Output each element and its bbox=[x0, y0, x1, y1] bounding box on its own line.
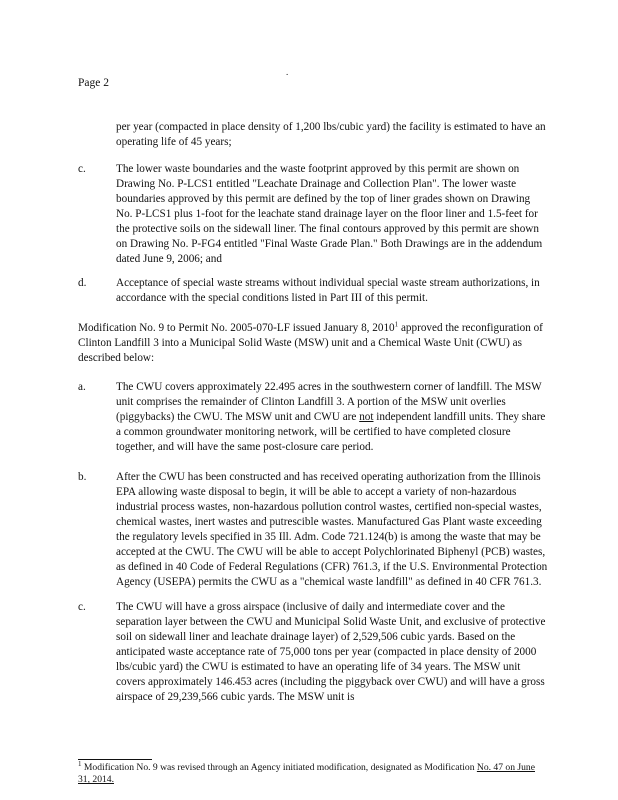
item-c-paragraph: The lower waste boundaries and the waste footprint approved by this permit are shown on Drawing No. P-LCS1 entitled "Leachate Drainage and Collection Plan". The lower waste boundaries approved by this permit are defined by the top of liner grades shown on Drawing No. P-LCS1 plus 1-foot for the leachate stand drainage layer on the floor liner and 1.5-feet for the protective soils on the sidewall liner. The final contours approved by this permit are shown on Drawing No. P-FG4 entitled "Final Waste Grade Plan." Both Drawings are in the addendum dated June 9, 2006; and bbox=[116, 163, 543, 265]
item-a-label: a. bbox=[78, 381, 86, 393]
modification-text-after: approved the reconfiguration of Clinton Landfill 3 into a Municipal Solid Waste (MSW) unit and a Chemical Waste Unit (CWU) as described below: bbox=[78, 322, 543, 364]
modification-text-before: Modification No. 9 to Permit No. 2005-070-LF issued January 8, 2010 bbox=[78, 322, 395, 334]
item-b-paragraph: After the CWU has been constructed and has received operating authorization from the Illinois EPA allowing waste disposal to begin, it will be able to accept a variety of non-hazardous industrial process wastes, non-hazardous pollution control wastes, certified non-special wastes, chemical wastes, inert wastes and putrescible wastes. Manufactured Gas Plant waste exceeding the regulatory levels specified in 35 Ill. Adm. Code 721.124(b) is among the waste that may be accepted at the CWU. The CWU will be able to accept Polychlorinated Biphenyl (PCB) wastes, as defined in 40 Code of Federal Regulations (CFR) 761.3, if the U.S. Environmental Protection Agency (USEPA) permits the CWU as a "chemical waste landfill" as defined in 40 CFR 761.3. bbox=[116, 471, 548, 588]
page-number: Page 2 bbox=[78, 77, 109, 89]
item-c-second-paragraph: The CWU will have a gross airspace (inclusive of daily and intermediate cover and the separation layer between the CWU and Municipal Solid Waste Unit, and exclusive of protective soil on sidewall liner and leachate drainage layer) of 2,529,506 cubic yards. Based on the anticipated waste acceptance rate of 75,000 tons per year (compacted in place density of 2000 lbs/cubic yard) the CWU is estimated to have an operating life of 34 years. The MSW unit covers approximately 146.453 acres (including the piggyback over CWU) and will have a gross airspace of 29,239,566 cubic yards. The MSW unit is bbox=[116, 601, 546, 703]
footnote-text: Modification No. 9 was revised through an Agency initiated modification, designated as Modification bbox=[81, 762, 477, 773]
footnote-mark: 1 bbox=[78, 759, 82, 768]
footnote-divider bbox=[78, 759, 152, 760]
header-mark: . bbox=[286, 67, 289, 77]
item-d-paragraph: Acceptance of special waste streams without individual special waste stream authorizations, in accordance with the special conditions listed in Part III of this permit. bbox=[116, 277, 540, 304]
item-b-label: b. bbox=[78, 471, 87, 483]
continuation-paragraph: per year (compacted in place density of 1,200 lbs/cubic yard) the facility is estimated to have an operating life of 45 years; bbox=[116, 121, 546, 148]
footnote bbox=[78, 759, 548, 786]
item-a-underlined: not bbox=[359, 411, 374, 423]
item-d-label: d. bbox=[78, 277, 87, 289]
item-a-paragraph bbox=[116, 380, 548, 455]
item-a-text-after: independent landfill units. They share a common groundwater monitoring network, will be certified to have completed closure together, and will have the same post-closure care period. bbox=[116, 411, 546, 453]
item-a-text-before: The CWU covers approximately 22.495 acres in the southwestern corner of landfill. The MSW unit comprises the remainder of Clinton Landfill 3. A portion of the MSW unit overlies (piggybacks) the CWU. The MSW unit and CWU are bbox=[116, 381, 542, 423]
item-c-second-label: c. bbox=[78, 601, 86, 613]
footnote-underlined: No. 47 on June 31, 2014. bbox=[78, 762, 535, 785]
modification-paragraph bbox=[78, 321, 548, 366]
footnote-reference: 1 bbox=[394, 320, 399, 329]
item-c-label: c. bbox=[78, 163, 86, 175]
